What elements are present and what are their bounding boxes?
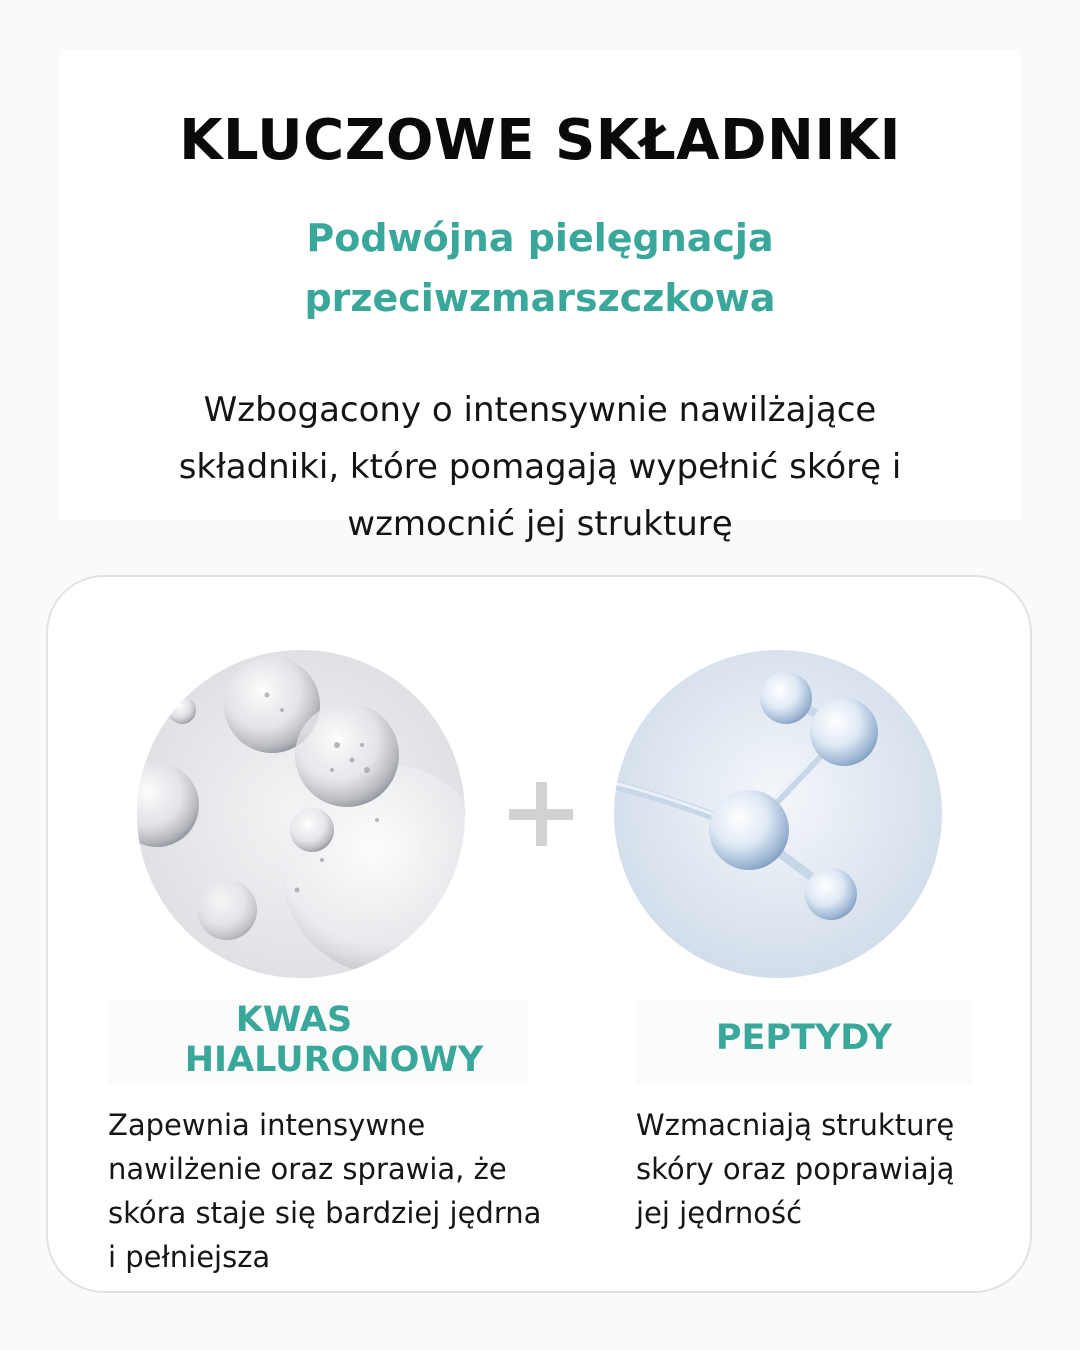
intro-line: Wzbogacony o intensywnie nawilżające [203, 390, 877, 430]
description-line: Zapewnia intensywne [108, 1108, 426, 1142]
page-subtitle [0, 208, 1080, 328]
intro-line: składniki, które pomagają wypełnić skórę i [178, 447, 902, 487]
description-line: skóry oraz poprawiają [636, 1152, 955, 1186]
ingredient-description-hyaluronic [108, 1103, 541, 1279]
description-line: Wzmacniają strukturę [636, 1108, 955, 1142]
description-line: jej jędrność [636, 1196, 803, 1230]
ingredient-name-hyaluronic: HIALURONOWY [184, 1040, 484, 1080]
description-line: skóra staje się bardziej jędrna [108, 1196, 542, 1230]
description-line: nawilżenie oraz sprawia, że [108, 1152, 507, 1186]
page-title: KLUCZOWE SKŁADNIKI [179, 108, 901, 173]
ingredient-name-hyaluronic: KWAS [235, 1000, 353, 1040]
subtitle-line: przeciwzmarszczkowa [304, 276, 776, 320]
plus-icon [503, 776, 579, 852]
water-droplets-image [137, 650, 465, 978]
intro-line: wzmocnić jej strukturę [347, 504, 733, 544]
ingredient-name-peptides: PEPTYDY [715, 1018, 893, 1058]
description-line: i pełniejsza [108, 1240, 271, 1274]
ingredient-description-peptides [636, 1103, 954, 1235]
intro-text [0, 382, 1080, 553]
subtitle-line: Podwójna pielęgnacja [306, 216, 774, 260]
molecule-image [614, 650, 942, 978]
